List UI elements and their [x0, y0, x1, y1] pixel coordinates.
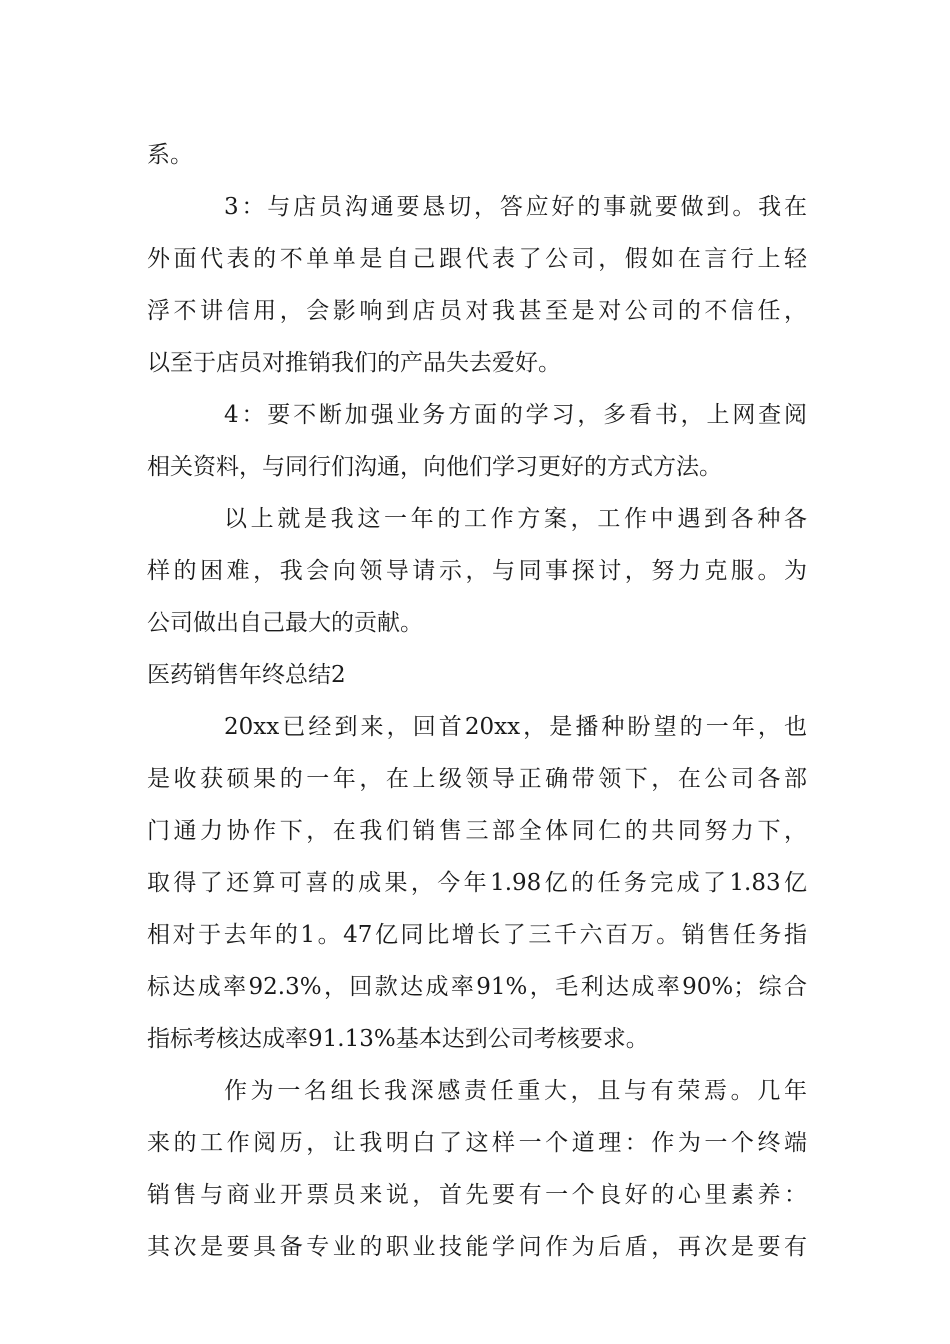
text-line: 以至于店员对推销我们的产品失去爱好。 [147, 350, 561, 376]
text-line: 销售与商业开票员来说，首先要有一个良好的心里素养： [147, 1182, 807, 1208]
text-line: 4：要不断加强业务方面的学习，多看书，上网查阅 [224, 402, 807, 428]
text-line: 3：与店员沟通要恳切，答应好的事就要做到。我在 [224, 194, 807, 220]
text-line: 相关资料，与同行们沟通，向他们学习更好的方式方法。 [147, 454, 722, 480]
text-line: 是收获硕果的一年，在上级领导正确带领下，在公司各部 [147, 766, 807, 792]
document-body [147, 129, 807, 1273]
text-line: 门通力协作下，在我们销售三部全体同仁的共同努力下， [147, 818, 807, 844]
text-line: 标达成率92.3%，回款达成率91%，毛利达成率90%；综合 [147, 974, 807, 1000]
text-line: 以上就是我这一年的工作方案，工作中遇到各种各 [224, 506, 807, 532]
text-line: 系。 [147, 142, 193, 168]
text-line: 作为一名组长我深感责任重大，且与有荣焉。几年 [224, 1078, 807, 1104]
text-line: 浮不讲信用，会影响到店员对我甚至是对公司的不信任， [147, 298, 807, 324]
text-line: 来的工作阅历，让我明白了这样一个道理：作为一个终端 [147, 1130, 807, 1156]
text-line: 相对于去年的1。47亿同比增长了三千六百万。销售任务指 [147, 922, 807, 948]
text-line: 20xx已经到来，回首20xx，是播种盼望的一年，也 [224, 714, 807, 740]
text-line: 公司做出自己最大的贡献。 [147, 610, 423, 636]
text-line: 外面代表的不单单是自己跟代表了公司，假如在言行上轻 [147, 246, 807, 272]
section-heading: 医药销售年终总结2 [147, 662, 346, 688]
text-line: 指标考核达成率91.13%基本达到公司考核要求。 [147, 1026, 649, 1052]
text-line: 取得了还算可喜的成果，今年1.98亿的任务完成了1.83亿 [147, 870, 807, 896]
text-line: 其次是要具备专业的职业技能学问作为后盾，再次是要有 [147, 1234, 807, 1260]
text-line: 样的困难，我会向领导请示，与同事探讨，努力克服。为 [147, 558, 807, 584]
